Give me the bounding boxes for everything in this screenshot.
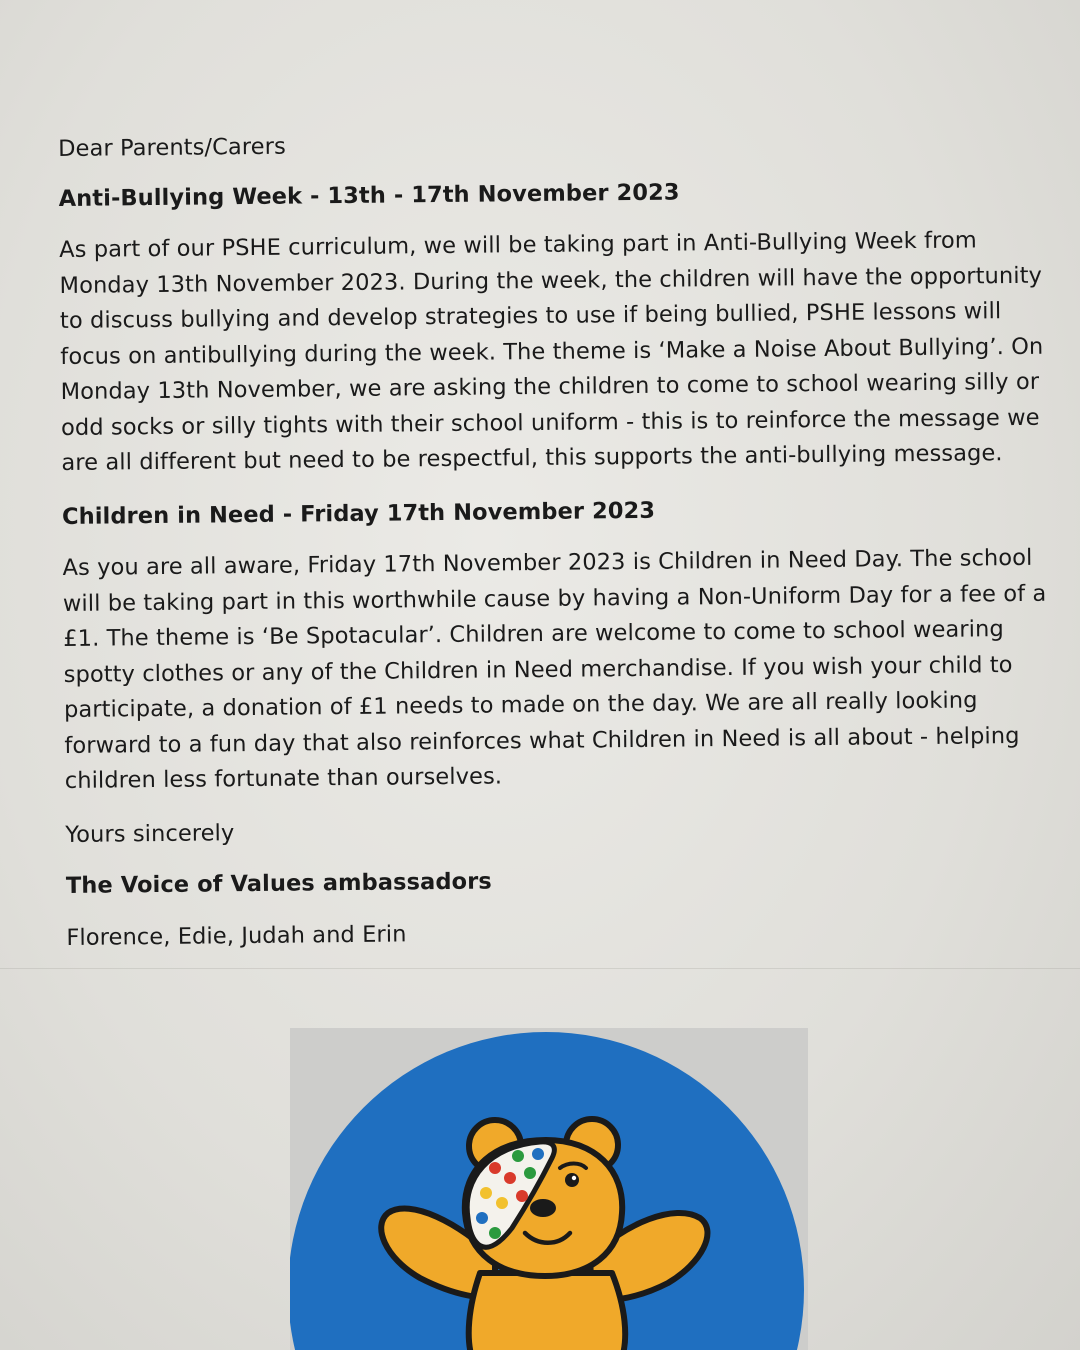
letter-signoff: Yours sincerely bbox=[65, 819, 235, 848]
bandana-spot bbox=[512, 1150, 524, 1162]
bandana-spot bbox=[516, 1190, 528, 1202]
pudsey-bear-logo bbox=[290, 1028, 808, 1350]
bandana-spot bbox=[489, 1162, 501, 1174]
bandana-spot bbox=[504, 1172, 516, 1184]
bandana-spot bbox=[476, 1212, 488, 1224]
children-in-need-heading: Children in Need - Friday 17th November 2023 bbox=[61, 497, 656, 530]
letter-greeting: Dear Parents/Carers bbox=[58, 133, 286, 162]
anti-bullying-paragraph: As part of our PSHE curriculum, we will be taking part in Anti-Bullying Week from Monday 13th November 2023. During the week, the children will have the opportunity to discuss bullying and develop strategies to use if being bullied, PSHE lessons will focus on antibullying during the week. The theme is ‘Make a Noise About Bullying’. On Monday 13th November, we are asking the children to come to school wearing silly or odd socks or silly tights with their school uniform - this is to reinforce the message we are all different but need to be respectful, this supports the anti-bullying message. bbox=[59, 227, 1044, 476]
bear-nose bbox=[530, 1199, 556, 1217]
signer-names: Florence, Edie, Judah and Erin bbox=[66, 920, 407, 951]
children-in-need-paragraph: As you are all aware, Friday 17th November 2023 is Children in Need Day. The school will be taking part in this worthwhile cause by having a Non-Uniform Day for a fee of a £1. The theme is ‘Be Spotacular’. Children are welcome to come to school wearing spotty clothes or any of the Children in Need merchandise. If you wish your child to participate, a donation of £1 needs to made on the day. We are all really looking forward to a fun day that also reinforces what Children in Need is all about - helping children less fortunate than ourselves. bbox=[62, 544, 1047, 794]
bandana-spot bbox=[489, 1227, 501, 1239]
letter-signer: The Voice of Values ambassadors bbox=[65, 868, 492, 899]
bandana-spot bbox=[496, 1197, 508, 1209]
bandana-spot bbox=[480, 1187, 492, 1199]
paper-fold-line bbox=[0, 968, 1080, 969]
letter-body bbox=[58, 122, 1052, 956]
bandana-spot bbox=[524, 1167, 536, 1179]
bear-eye-shine bbox=[572, 1176, 576, 1180]
bandana-spot bbox=[532, 1148, 544, 1160]
pudsey-logo-panel bbox=[290, 1028, 808, 1350]
bear-eye bbox=[565, 1173, 579, 1187]
bear-body bbox=[469, 1273, 625, 1350]
anti-bullying-heading: Anti-Bullying Week - 13th - 17th November 2023 bbox=[58, 178, 680, 212]
